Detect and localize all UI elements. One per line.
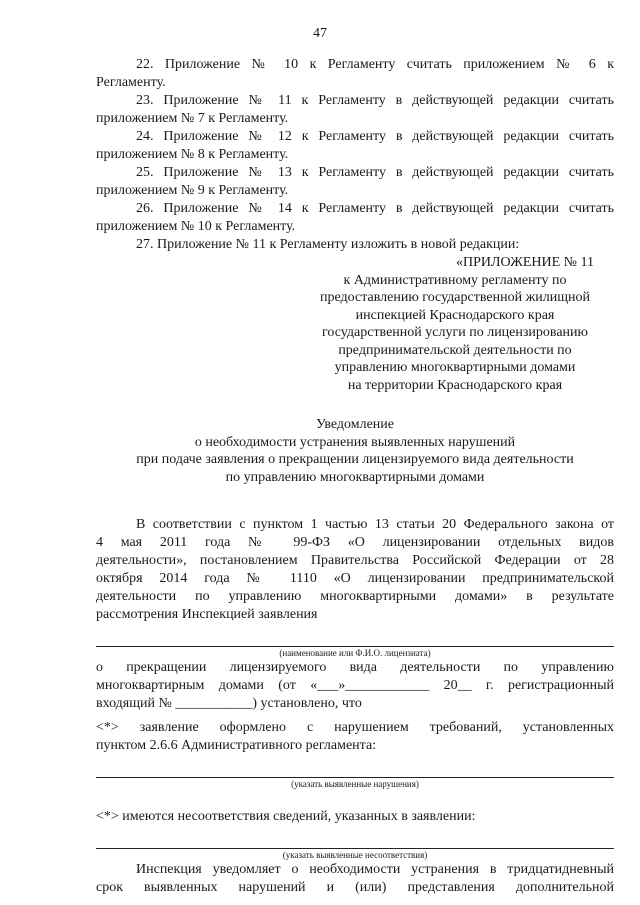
annex-line: государственной услуги по лицензированию [322, 325, 588, 340]
notice-subtitle: о необходимости устранения выявленных нарушений [194, 434, 516, 450]
mismatches-field [96, 840, 614, 861]
field-caption: (указать выявленные нарушения) [291, 779, 419, 789]
amendment-line: 25. Приложение № 13 к Регламенту в действующей редакции считать [136, 165, 614, 180]
paragraph-violations [96, 719, 614, 755]
amendment-item-22 [96, 56, 614, 92]
annex-line: управлению многоквартирными домами [334, 360, 576, 375]
paragraph-line: о прекращении лицензируемого вида деятельности по управлению [96, 660, 614, 675]
notice-subtitle: при подаче заявления о прекращении лицензируемого вида деятельности [136, 452, 574, 467]
fill-line [96, 638, 614, 647]
amendment-line: приложением № 10 к Регламенту. [96, 219, 296, 234]
amendment-line: 26. Приложение № 14 к Регламенту в действующей редакции считать [136, 201, 614, 216]
paragraph-line: срок выявленных нарушений и (или) представления дополнительной [96, 880, 614, 895]
paragraph-line: рассмотрения Инспекцией заявления [96, 607, 318, 622]
paragraph-termination [96, 659, 614, 713]
notice-heading [96, 416, 614, 486]
paragraph-line: многоквартирным домами (от «___»____________ 20__ г. регистрационный [96, 678, 614, 693]
annex-line: инспекцией Краснодарского края [355, 307, 555, 323]
amendment-item-23 [96, 92, 614, 128]
amendment-line: приложением № 8 к Регламенту. [96, 147, 289, 162]
amendment-line: 22. Приложение № 10 к Регламенту считать приложением № 6 к [136, 57, 614, 72]
field-caption: (указать выявленные несоответствия) [282, 850, 428, 860]
amendment-item-24 [96, 128, 614, 164]
notice-title: Уведомление [315, 417, 394, 432]
paragraph-line: октября 2014 года № 1110 «О лицензировании предпринимательской [96, 571, 614, 586]
amendment-line: 24. Приложение № 12 к Регламенту в действующей редакции считать [136, 129, 614, 144]
amendment-line: Регламенту. [96, 75, 166, 90]
paragraph-line: пунктом 2.6.6 Административного регламента: [96, 738, 377, 753]
paragraph-basis [96, 516, 614, 624]
amendment-line: 23. Приложение № 11 к Регламенту в действующей редакции считать [136, 93, 614, 108]
annex-line: предпринимательской деятельности по [338, 342, 572, 358]
annex-header [296, 254, 614, 394]
annex-line: к Административному регламенту по [343, 272, 567, 288]
paragraph-line: входящий № ___________) установлено, что [96, 696, 362, 711]
fill-line [96, 840, 614, 849]
paragraph-line: <*> заявление оформлено с нарушением требований, установленных [96, 720, 614, 735]
paragraph-line: деятельности», постановлением Правительства Российской Федерации от 28 [96, 553, 614, 568]
paragraph-line: деятельности по управлению многоквартирными домами» в результате [96, 589, 614, 604]
paragraph-requirement [96, 861, 614, 897]
paragraph-line: Инспекция уведомляет о необходимости устранения в тридцатидневный [136, 862, 614, 877]
annex-title: «ПРИЛОЖЕНИЕ № 11 [456, 255, 594, 270]
violations-field [96, 769, 614, 790]
amendment-item-25 [96, 164, 614, 200]
fill-line [96, 769, 614, 778]
paragraph-line: В соответствии с пунктом 1 частью 13 статьи 20 Федерального закона от [136, 517, 614, 532]
document-body [96, 56, 614, 897]
annex-line: на территории Краснодарского края [347, 377, 563, 393]
page-number: 47 [313, 26, 327, 41]
paragraph-line: 4 мая 2011 года № 99-ФЗ «О лицензировании отдельных видов [96, 535, 614, 550]
amendment-item-26 [96, 200, 614, 236]
paragraph-mismatches: <*> имеются несоответствия сведений, указанных в заявлении: [96, 809, 476, 824]
annex-line: предоставлению государственной жилищной [320, 290, 590, 305]
field-caption: (наименование или Ф.И.О. лицензиата) [279, 648, 431, 658]
amendment-line: приложением № 7 к Регламенту. [96, 111, 289, 126]
notice-subtitle: по управлению многоквартирными домами [225, 469, 485, 485]
amendment-line: приложением № 9 к Регламенту. [96, 183, 289, 198]
licensee-field [96, 638, 614, 659]
amendment-item-27: 27. Приложение № 11 к Регламенту изложить в новой редакции: [136, 237, 520, 252]
